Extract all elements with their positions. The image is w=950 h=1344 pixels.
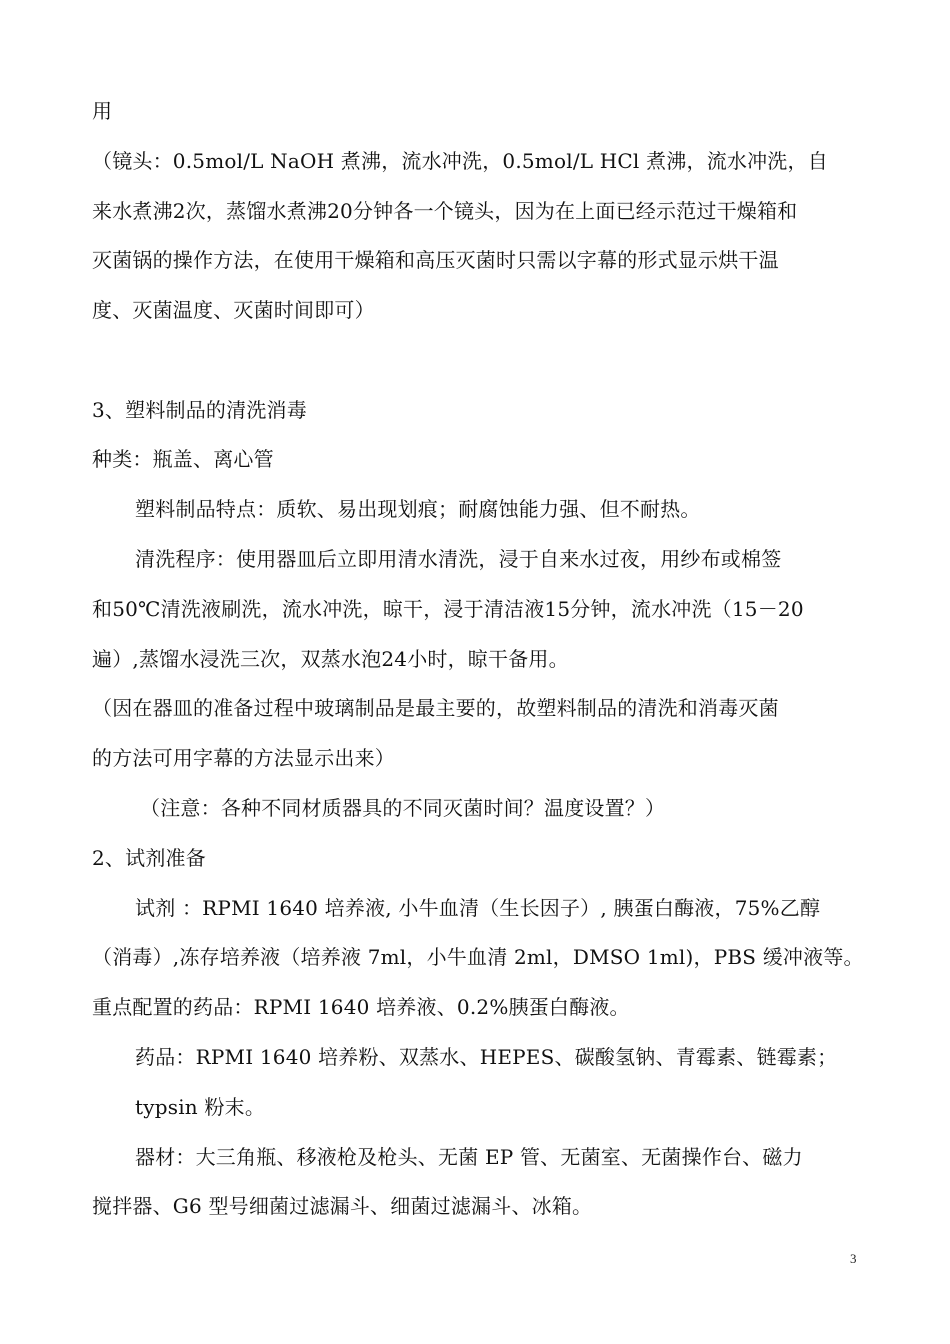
text-line: 试剂 ：RPMI 1640 培养液, 小牛血清（生长因子）, 胰蛋白酶液，75%乙醇 [135,896,821,920]
section-heading: 3、塑料制品的清洗消毒 [92,398,307,422]
note-line: （注意：各种不同材质器具的不同灭菌时间？温度设置？） [140,796,666,820]
text-line: （镜头：0.5mol/L NaOH 煮沸，流水冲洗，0.5mol/L HCl 煮沸，流水冲洗，自 [92,149,828,173]
text-line: 度、灭菌温度、灭菌时间即可） [92,298,375,322]
text-line: 遍）,蒸馏水浸洗三次，双蒸水泡24小时，晾干备用。 [92,647,569,671]
text-line: 灭菌锅的操作方法，在使用干燥箱和高压灭菌时只需以字幕的形式显示烘干温 [92,248,779,272]
text-line: 和50℃清洗液刷洗，流水冲洗，晾干，浸于清洁液15分钟，流水冲洗（15－20 [92,597,804,621]
page-number: 3 [850,1251,857,1266]
text-line: typsin 粉末。 [135,1095,266,1119]
text-line: 重点配置的药品：RPMI 1640 培养液、0.2%胰蛋白酶液。 [92,995,630,1019]
text-line: 清洗程序：使用器皿后立即用清水清洗，浸于自来水过夜，用纱布或棉签 [135,547,782,571]
text-line: 种类：瓶盖、离心管 [92,447,274,471]
text-line: 搅拌器、G6 型号细菌过滤漏斗、细菌过滤漏斗、冰箱。 [92,1194,593,1218]
section-heading: 2、试剂准备 [92,846,206,870]
text-line: 的方法可用字幕的方法显示出来） [92,746,395,770]
text-line: （因在器皿的准备过程中玻璃制品是最主要的，故塑料制品的清洗和消毒灭菌 [92,696,779,720]
text-line: （消毒）,冻存培养液（培养液 7ml，小牛血清 2ml，DMSO 1ml)，PBS 缓冲液等。 [92,945,864,969]
text-line: 药品：RPMI 1640 培养粉、双蒸水、HEPES、碳酸氢钠、青霉素、链霉素； [135,1045,838,1069]
text-line: 器材：大三角瓶、移液枪及枪头、无菌 EP 管、无菌室、无菌操作台、磁力 [135,1145,803,1169]
text-line: 用 [92,99,113,123]
text-line: 塑料制品特点：质软、易出现划痕；耐腐蚀能力强、但不耐热。 [135,497,701,521]
text-line: 来水煮沸2次，蒸馏水煮沸20分钟各一个镜头，因为在上面已经示范过干燥箱和 [92,199,798,223]
